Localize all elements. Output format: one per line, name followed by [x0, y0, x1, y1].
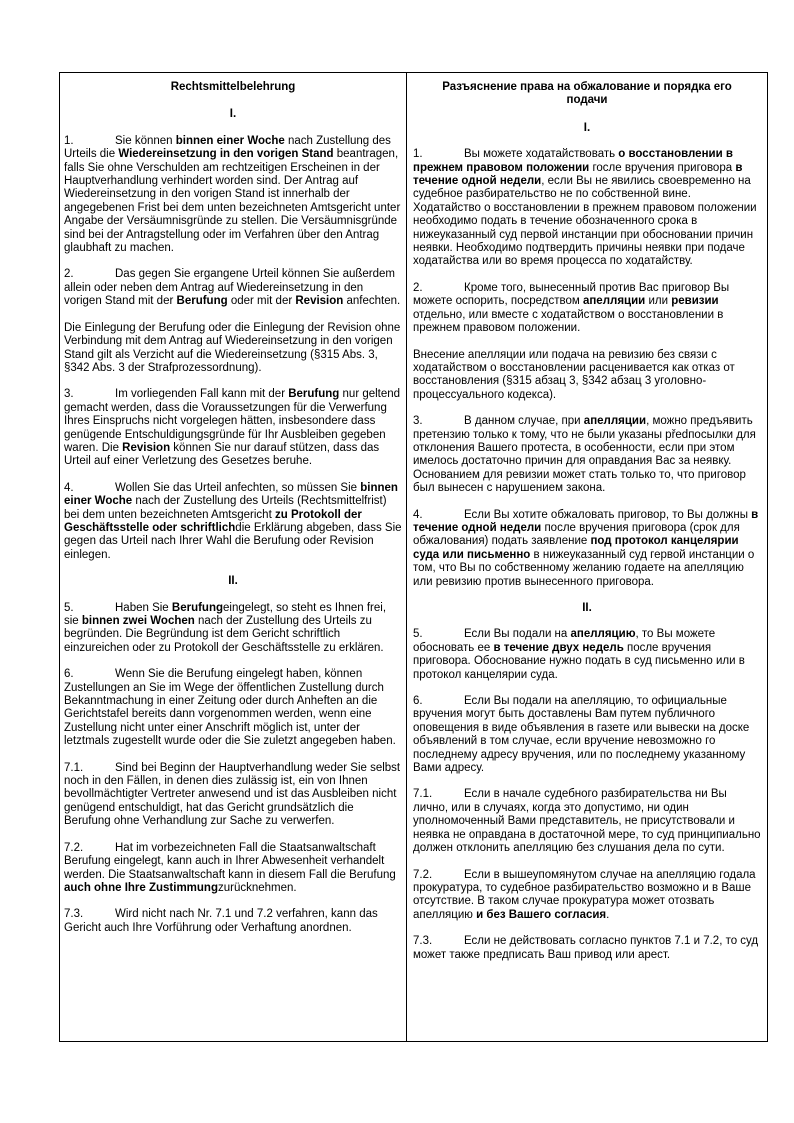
text-segment: Wollen Sie das Urteil anfechten, so müssen Sie [115, 481, 361, 494]
paragraph [64, 388, 402, 468]
text-segment: , если Вы не явились своевременно на судебное разбирательство не по собственной вине. Ходатайство о восстановлении в прежнем правовом положении необходимо подать в течение обозначенного срока в нижеуказанный суд первой инстанции при обосновании причин неявки. Необходимо подтвердить причины неявки при подаче ходатайства или во время процесса по ходатайству. [413, 175, 757, 268]
text-segment: . [606, 908, 610, 921]
paragraph-number: 2. [64, 268, 74, 281]
text-segment: и без Вашего согласия [476, 908, 607, 921]
text-segment: , то Вы можете обосновать ее [413, 628, 716, 654]
paragraph [413, 695, 761, 775]
text-segment: Wird nicht nach Nr. 7.1 und 7.2 verfahren, kann das Gericht auch Ihre Vorführung oder Verhaftung anordnen. [64, 908, 378, 934]
text-segment: nach der Zustellung des Urteils (Rechtsmittelfrist) bei dem unten bezeichneten Amtsgericht [64, 495, 387, 521]
paragraph [64, 602, 402, 656]
text-segment: binnen zwei Wochen [81, 615, 195, 627]
russian-column-title: Разъяснение права на обжалование и порядка его подачи [442, 81, 732, 107]
paragraph [64, 668, 402, 748]
text-segment: после вручения приговора. Обоснование нужно подать в суд письменно или в протокол канцелярии суда. [413, 641, 745, 681]
text-segment: в нижеуказанный суд гервой инстанции о том, что Вы по собственному желанию годаете на апелляцию или ревизию против вынесенного приговора. [413, 548, 755, 588]
paragraph-number: 5. [64, 601, 74, 614]
text-segment: Berufung [171, 601, 224, 614]
text-segment: отдельно, или вместе с ходатайством о восстановлении в прежнем правовом положении. [413, 308, 724, 335]
bilingual-table [59, 72, 768, 1042]
section-heading: I. [583, 121, 591, 134]
russian-column [407, 73, 767, 1041]
text-segment: В данном случае, при [464, 415, 584, 428]
paragraph-number: 7.1. [413, 788, 433, 801]
text-segment: ревизии [671, 295, 719, 308]
paragraph-number: 6. [413, 695, 423, 708]
text-segment: Die Einlegung der Berufung oder die Einlegung der Revision ohne Verbindung mit dem Antrag auf Wiedereinsetzung in den vorigen Stand gilt als Verzicht auf die Wiedereinsetzung (§315 Abs. 3, §342 Abs. 3 der Strafprozessordnung). [64, 321, 401, 374]
text-segment: Sind bei Beginn der Hauptverhandlung weder Sie selbst noch in den Fällen, in denen dies zulässig ist, ein von Ihnen bevollmächtigter Vertreter anwesend und ist das Ausbleiben nicht genügend entschuldigt, hat das Gericht grundsätzlich die Berufung ohne Verhandlung zur Sache zu verwerfen. [64, 761, 401, 828]
text-segment: Hat im vorbezeichneten Fall die Staatsanwaltschaft Berufung eingelegt, kann auch in Ihrer Abwesenheit verhandelt werden. Die Staatsanwaltschaft kann in diesem Fall die Berufung [64, 841, 396, 881]
text-segment: апелляции [582, 295, 646, 308]
paragraph-number: 1. [413, 148, 423, 161]
paragraph-number: 3. [413, 415, 423, 428]
paragraph [413, 788, 761, 855]
text-segment: nach Zustellung des Urteils die [64, 134, 391, 161]
paragraph [413, 349, 761, 403]
text-segment: в течение одной недели [413, 161, 743, 188]
text-segment: апелляции [583, 415, 647, 428]
paragraph [413, 509, 761, 589]
text-segment: в течение одной недели [413, 508, 759, 534]
text-segment: Если Вы хотите обжаловать приговор, то Вы должны [464, 508, 752, 521]
text-segment: госле вручения приговора [589, 161, 736, 174]
text-segment: auch ohne Ihre Zustimmung [64, 881, 218, 894]
paragraph [64, 135, 402, 256]
text-segment: Если Вы подали на апелляцию, то официальные вручения могут быть доставлены Вам путем публичного оповещения в виде объявления в газете или вывески на доске объявлений в том случае, если вручение невозможно го последнему адресу вручения, или по последнему указанному Вами адресу. [413, 695, 750, 775]
text-segment: Wiedereinsetzung in den vorigen Stand [118, 148, 334, 161]
text-segment: die Erklärung abgeben, dass Sie gegen das Urteil nach Ihrer Wahl die Berufung oder Revision einlegen. [64, 521, 402, 561]
text-segment: Если в вышеупомянутом случае на апелляцию годала прокуратура, то судебное разбирательство возможно и в Ваше отсутствие. В таком случае прокуратура может отозвать апелляцию [413, 868, 756, 921]
paragraph-number: 7.1. [64, 761, 84, 774]
paragraph [413, 935, 761, 962]
text-segment: Das gegen Sie ergangene Urteil können Sie außerdem allein oder neben dem Antrag auf Wiedereinsetzung in den vorigen Stand mit der [64, 268, 396, 308]
paragraph [64, 908, 402, 935]
section-heading: II. [582, 602, 592, 614]
text-segment: Revision [122, 441, 171, 454]
section-heading: II. [228, 575, 238, 588]
paragraph-number: 6. [64, 668, 74, 681]
text-segment: binnen einer Woche [175, 134, 285, 147]
text-segment: Кроме того, вынесенный против Вас приговор Вы можете оспорить, посредством [413, 281, 730, 308]
text-segment: eingelegt, so steht es Ihnen frei, sie [64, 601, 387, 627]
text-segment: Im vorliegenden Fall kann mit der [115, 388, 289, 401]
text-segment: Berufung [176, 295, 228, 308]
paragraph [413, 282, 761, 336]
paragraph-number: 4. [413, 508, 423, 521]
paragraph-number: 2. [413, 281, 423, 294]
text-segment: или [645, 295, 672, 308]
text-segment: beantragen, falls Sie ohne Verschulden am rechtzeitigen Erscheinen in der Hauptverhandlung verhindert worden sind. Der Antrag auf Wiedereinsetzung in den vorigen Stand ist innerhalb der angegebenen Frist bei dem unten bezeichneten Amtsgericht unter Angabe der Versäumnisgründe zu stellen. Die Versäumnisgründe sind bei der Antragstellung oder im Verfahren über den Antrag glaubhaft zu machen. [64, 148, 401, 255]
text-segment: zurücknehmen. [217, 881, 297, 894]
paragraph [413, 628, 761, 682]
german-column [60, 73, 407, 1041]
text-segment: Berufung [288, 388, 340, 401]
text-segment: о восстановлении в прежнем правовом положении [413, 148, 733, 174]
paragraph [413, 869, 761, 923]
text-segment: после вручения приговора (срок для обжалования) подать заявление [413, 521, 740, 548]
paragraph [64, 842, 402, 896]
text-segment: anfechten. [343, 295, 401, 308]
text-segment: Вы можете ходатайствовать [464, 148, 619, 161]
paragraph [64, 482, 402, 562]
text-segment: в течение двух недель [493, 641, 624, 654]
text-segment: nur geltend gemacht werden, dass die Voraussetzungen für die Verwerfung Ihres Einspruchs nicht vorgelegen hätten, insbesondere dass genügende Entschuldigungsgründe für Ihr Ausbleiben gegeben waren. Die [64, 388, 401, 454]
text-segment: Haben Sie [115, 601, 172, 614]
text-segment: Если в начале судебного разбирательства ни Вы лично, или в случаях, когда это допустимо, ни один уполномоченный Вами представитель, не присутствовали и неявка не оправдана в достаточной мере, то суд принципиально должен отклонить апелляцию без слушания дела по сути. [413, 788, 761, 855]
paragraph [413, 415, 761, 495]
paragraph-number: 4. [64, 481, 74, 494]
paragraph-number: 7.3. [64, 908, 84, 921]
paragraph-number: 7.2. [413, 868, 433, 881]
text-segment: können Sie nur darauf stützen, dass das Urteil auf einer Verletzung des Gesetzes beruhe. [64, 441, 380, 468]
paragraph [64, 762, 402, 829]
text-segment: nach der Zustellung des Urteils zu begründen. Die Begründung ist dem Gericht schriftlich einzureichen oder zu Protokoll der Geschäftsstelle zu erklären. [64, 615, 384, 654]
german-column-title: Rechtsmittelbelehrung [170, 81, 296, 93]
text-segment: Sie können [115, 134, 176, 147]
paragraph-number: 7.2. [64, 841, 84, 854]
text-segment: binnen einer Woche [64, 481, 398, 508]
text-segment: Если не действовать согласно пунктов 7.1 и 7.2, то суд может также предписать Ваш привод или арест. [413, 935, 759, 961]
paragraph [413, 148, 761, 269]
paragraph-number: 3. [64, 388, 74, 401]
text-segment: Внесение апелляции или подача на ревизию без связи с ходатайством о восстановлении расценивается как отказ от восстановления (§315 абзац 3, §342 абзац 3 уголовно-процессуального кодекса). [413, 348, 735, 401]
section-heading: I. [229, 108, 237, 121]
text-segment: , можно предъявить претензию только к тому, что не были указаны předпосылки для отклонения Вашего протеста, в особенности, если при этом имелось достаточно причин для оправдания Вас за неявку. Основанием для ревизии может стать только то, что приговор был вынесен с нарушением закона. [413, 415, 756, 495]
text-segment: zu Protokoll der Geschäftsstelle oder schriftlich [64, 508, 362, 534]
paragraph [64, 322, 402, 376]
paragraph-number: 5. [413, 628, 423, 641]
text-segment: Если Вы подали на [464, 628, 571, 641]
text-segment: под протокол канцелярии суда или письменно [413, 535, 739, 561]
text-segment: Revision [295, 295, 344, 308]
paragraph-number: 1. [64, 134, 74, 147]
text-segment: oder mit der [227, 295, 296, 308]
paragraph [64, 268, 402, 308]
paragraph-number: 7.3. [413, 935, 433, 948]
text-segment: апелляцию [570, 628, 636, 641]
text-segment: Wenn Sie die Berufung eingelegt haben, können Zustellungen an Sie im Wege der öffentlichen Zustellung durch Bekanntmachung in einer Zeitung oder durch Anheften an die Gerichtstafel bereits dann vorgenommen werden, wenn eine Zustellung nicht unter einer Anschrift möglich ist, unter der letztmals zugestellt wurde oder die Sie zuletzt angegeben haben. [64, 668, 396, 748]
